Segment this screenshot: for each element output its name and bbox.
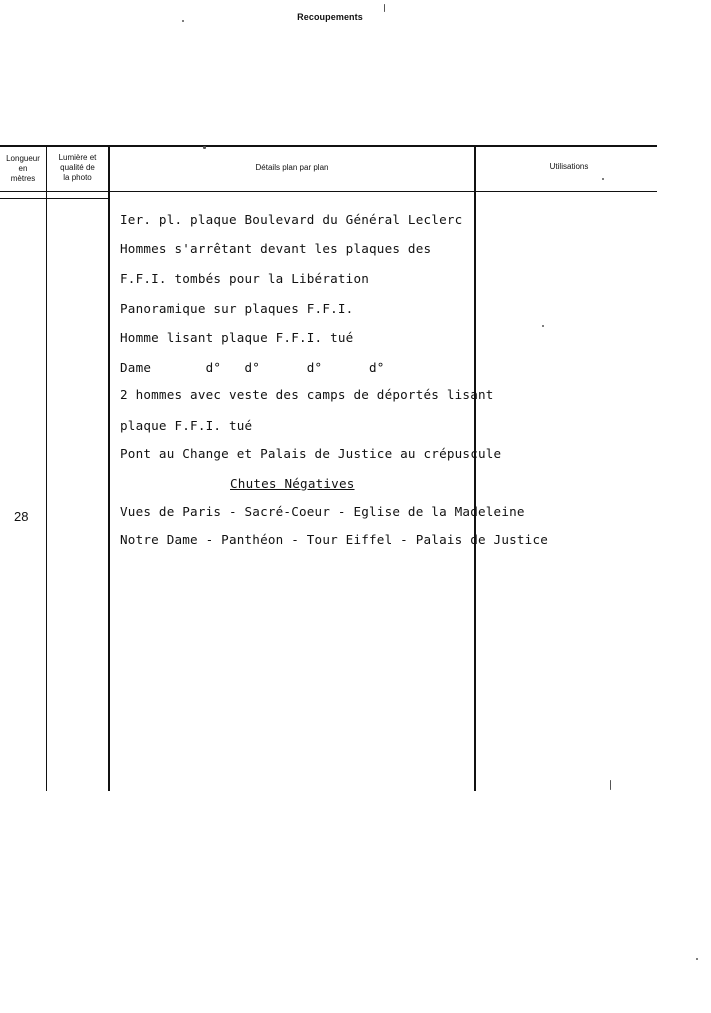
scan-speck xyxy=(602,178,604,180)
detail-line: Panoramique sur plaques F.F.I. xyxy=(120,301,354,316)
header-details: Détails plan par plan xyxy=(255,163,329,172)
page-header: Recoupements xyxy=(297,12,363,22)
column-divider-3 xyxy=(474,145,476,791)
column-divider-2 xyxy=(108,145,110,791)
header-uses: Utilisations xyxy=(549,162,589,171)
detail-line: Homme lisant plaque F.F.I. tué xyxy=(120,330,354,345)
header-light xyxy=(47,153,108,183)
detail-line: Notre Dame - Panthéon - Tour Eiffel - Palais de Justice xyxy=(120,532,549,547)
length-value: 28 xyxy=(14,509,29,524)
detail-line: Vues de Paris - Sacré-Coeur - Eglise de la Madeleine xyxy=(120,504,525,519)
scan-speck xyxy=(542,325,544,327)
table-top-rule xyxy=(0,145,657,147)
header-length-line-1: Longueur xyxy=(6,154,40,163)
detail-line: Dame d° d° d° d° xyxy=(120,360,385,375)
column-divider-1 xyxy=(46,145,47,791)
scan-speck xyxy=(696,958,698,960)
scan-speck xyxy=(610,780,611,790)
scan-speck xyxy=(203,146,206,149)
table-subheader-rule xyxy=(0,198,110,199)
detail-line: Ier. pl. plaque Boulevard du Général Leclerc xyxy=(120,212,463,227)
detail-line: plaque F.F.I. tué xyxy=(120,418,253,433)
header-light-line-1: Lumière et xyxy=(58,153,97,162)
detail-line: 2 hommes avec veste des camps de déportés lisant xyxy=(120,387,494,402)
header-light-line-2: qualité de xyxy=(60,163,95,172)
header-length-line-2: en xyxy=(18,164,28,173)
detail-line: F.F.I. tombés pour la Libération xyxy=(120,271,370,286)
scan-speck xyxy=(182,20,184,22)
table-header-rule xyxy=(0,191,657,192)
section-heading: Chutes Négatives xyxy=(230,476,355,491)
header-light-line-3: la photo xyxy=(63,173,92,182)
scan-speck xyxy=(384,4,385,12)
detail-line: Pont au Change et Palais de Justice au crépuscule xyxy=(120,446,502,461)
header-length-line-3: mètres xyxy=(10,174,36,183)
detail-line: Hommes s'arrêtant devant les plaques des xyxy=(120,241,432,256)
header-length xyxy=(0,154,46,184)
